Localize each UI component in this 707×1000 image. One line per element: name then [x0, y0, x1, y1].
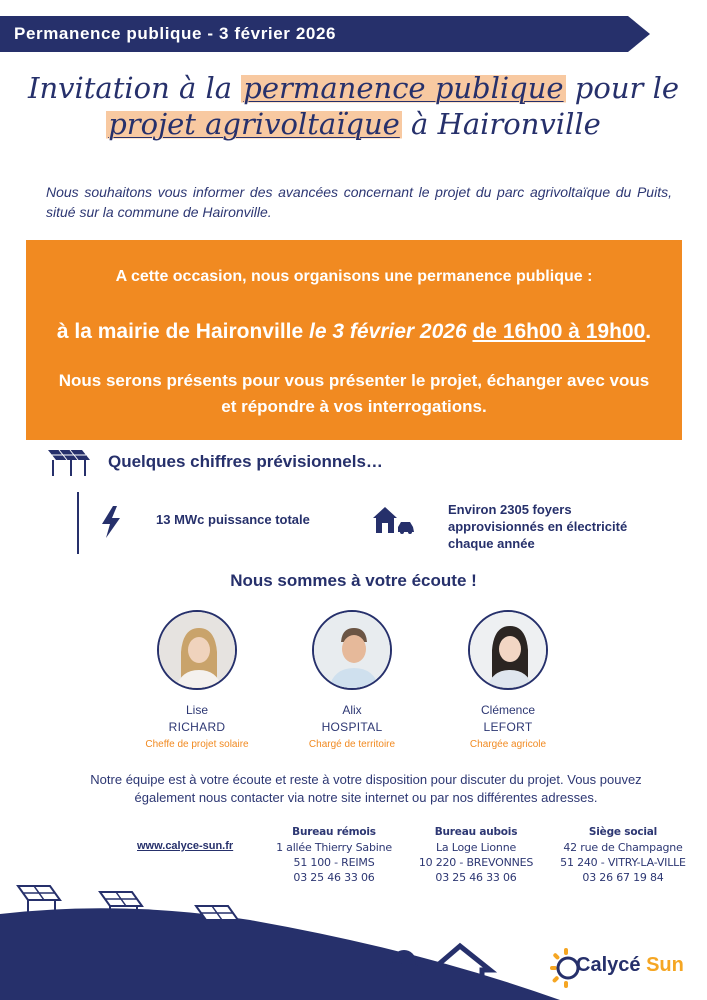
house-car-icon	[372, 505, 416, 535]
office-brevonnes	[406, 825, 546, 885]
person-last-name: LEFORT	[483, 720, 533, 734]
header-banner	[0, 16, 650, 52]
figures-divider	[77, 492, 79, 554]
office-address: La Loge Lionne	[435, 841, 517, 854]
announcement-line2	[26, 320, 682, 344]
logo-wordmark	[576, 954, 684, 977]
person-last-name: HOSPITAL	[321, 720, 383, 734]
stat-power: 13 MWc puissance totale	[156, 512, 310, 527]
logo-word-sun: Sun	[646, 954, 684, 976]
office-city: 10 220 - BREVONNES	[418, 856, 534, 869]
avatar	[157, 610, 237, 690]
person-first-name: Clémence	[480, 703, 536, 717]
office-title: Siège social	[588, 826, 658, 838]
announcement-line3: Nous serons présents pour vous présenter le projet, échanger avec vous et répondre à vos interrogations.	[58, 371, 650, 416]
office-phone: 03 25 46 33 06	[293, 871, 375, 884]
stat-homes: Environ 2305 foyers approvisionnés en électricité chaque année	[448, 502, 628, 551]
person-first-name: Alix	[342, 703, 362, 717]
person-card	[453, 610, 563, 752]
person-role: Cheffe de projet solaire	[145, 739, 249, 750]
intro-paragraph: Nous souhaitons vous informer des avancées concernant le projet du parc agrivoltaïque du Puits, situé sur la commune de Haironville.	[46, 184, 672, 220]
logo-word-calyce: Calycé	[576, 954, 647, 976]
contact-title: Nous sommes à votre écoute !	[230, 571, 477, 590]
announcement-box	[26, 240, 682, 440]
avatar	[312, 610, 392, 690]
page-title	[20, 70, 687, 142]
office-title: Bureau rémois	[292, 826, 376, 838]
title-part1: Invitation à la	[27, 71, 242, 105]
person-role: Chargée agricole	[469, 739, 547, 750]
person-card	[297, 610, 407, 752]
title-highlight-1: permanence publique	[243, 71, 564, 105]
office-headquarters	[548, 825, 698, 885]
office-city: 51 100 - REIMS	[293, 856, 375, 869]
office-address: 42 rue de Champagne	[563, 841, 683, 854]
office-phone: 03 25 46 33 06	[435, 871, 517, 884]
announcement-period: .	[645, 320, 652, 343]
lightning-icon	[100, 506, 122, 538]
announcement-line1: A cette occasion, nous organisons une permanence publique :	[115, 268, 593, 285]
person-role: Chargé de territoire	[308, 739, 396, 750]
solar-panel-icon	[18, 886, 60, 912]
announcement-date: le 3 février 2026	[309, 320, 467, 343]
figures-title: Quelques chiffres prévisionnels…	[108, 452, 383, 471]
person-last-name: RICHARD	[168, 720, 226, 734]
team-paragraph: Notre équipe est à votre écoute et reste à votre disposition pour discuter du projet. Vous pouvez également nous contacter via notre site internet ou par nos différentes adresses.	[90, 772, 642, 805]
office-city: 51 240 - VITRY-LA-VILLE	[560, 856, 686, 869]
calyce-sun-logo	[550, 944, 700, 994]
announcement-time: de 16h00 à 19h00	[472, 320, 646, 343]
avatar	[468, 610, 548, 690]
title-highlight-2: projet agrivoltaïque	[108, 107, 400, 141]
website-link[interactable]: www.calyce-sun.fr	[137, 840, 234, 852]
office-address: 1 allée Thierry Sabine	[276, 841, 392, 854]
person-card	[142, 610, 252, 752]
office-phone: 03 26 67 19 84	[582, 871, 664, 884]
office-title: Bureau aubois	[434, 826, 518, 838]
title-part3: à Haironville	[401, 107, 601, 141]
announcement-place: à la mairie de Haironville	[56, 320, 310, 343]
title-part2: pour le	[565, 71, 680, 105]
banner-title: Permanence publique - 3 février 2026	[14, 24, 337, 43]
person-first-name: Lise	[185, 703, 208, 717]
solar-panel-icon	[46, 448, 92, 478]
office-reims	[264, 825, 404, 885]
